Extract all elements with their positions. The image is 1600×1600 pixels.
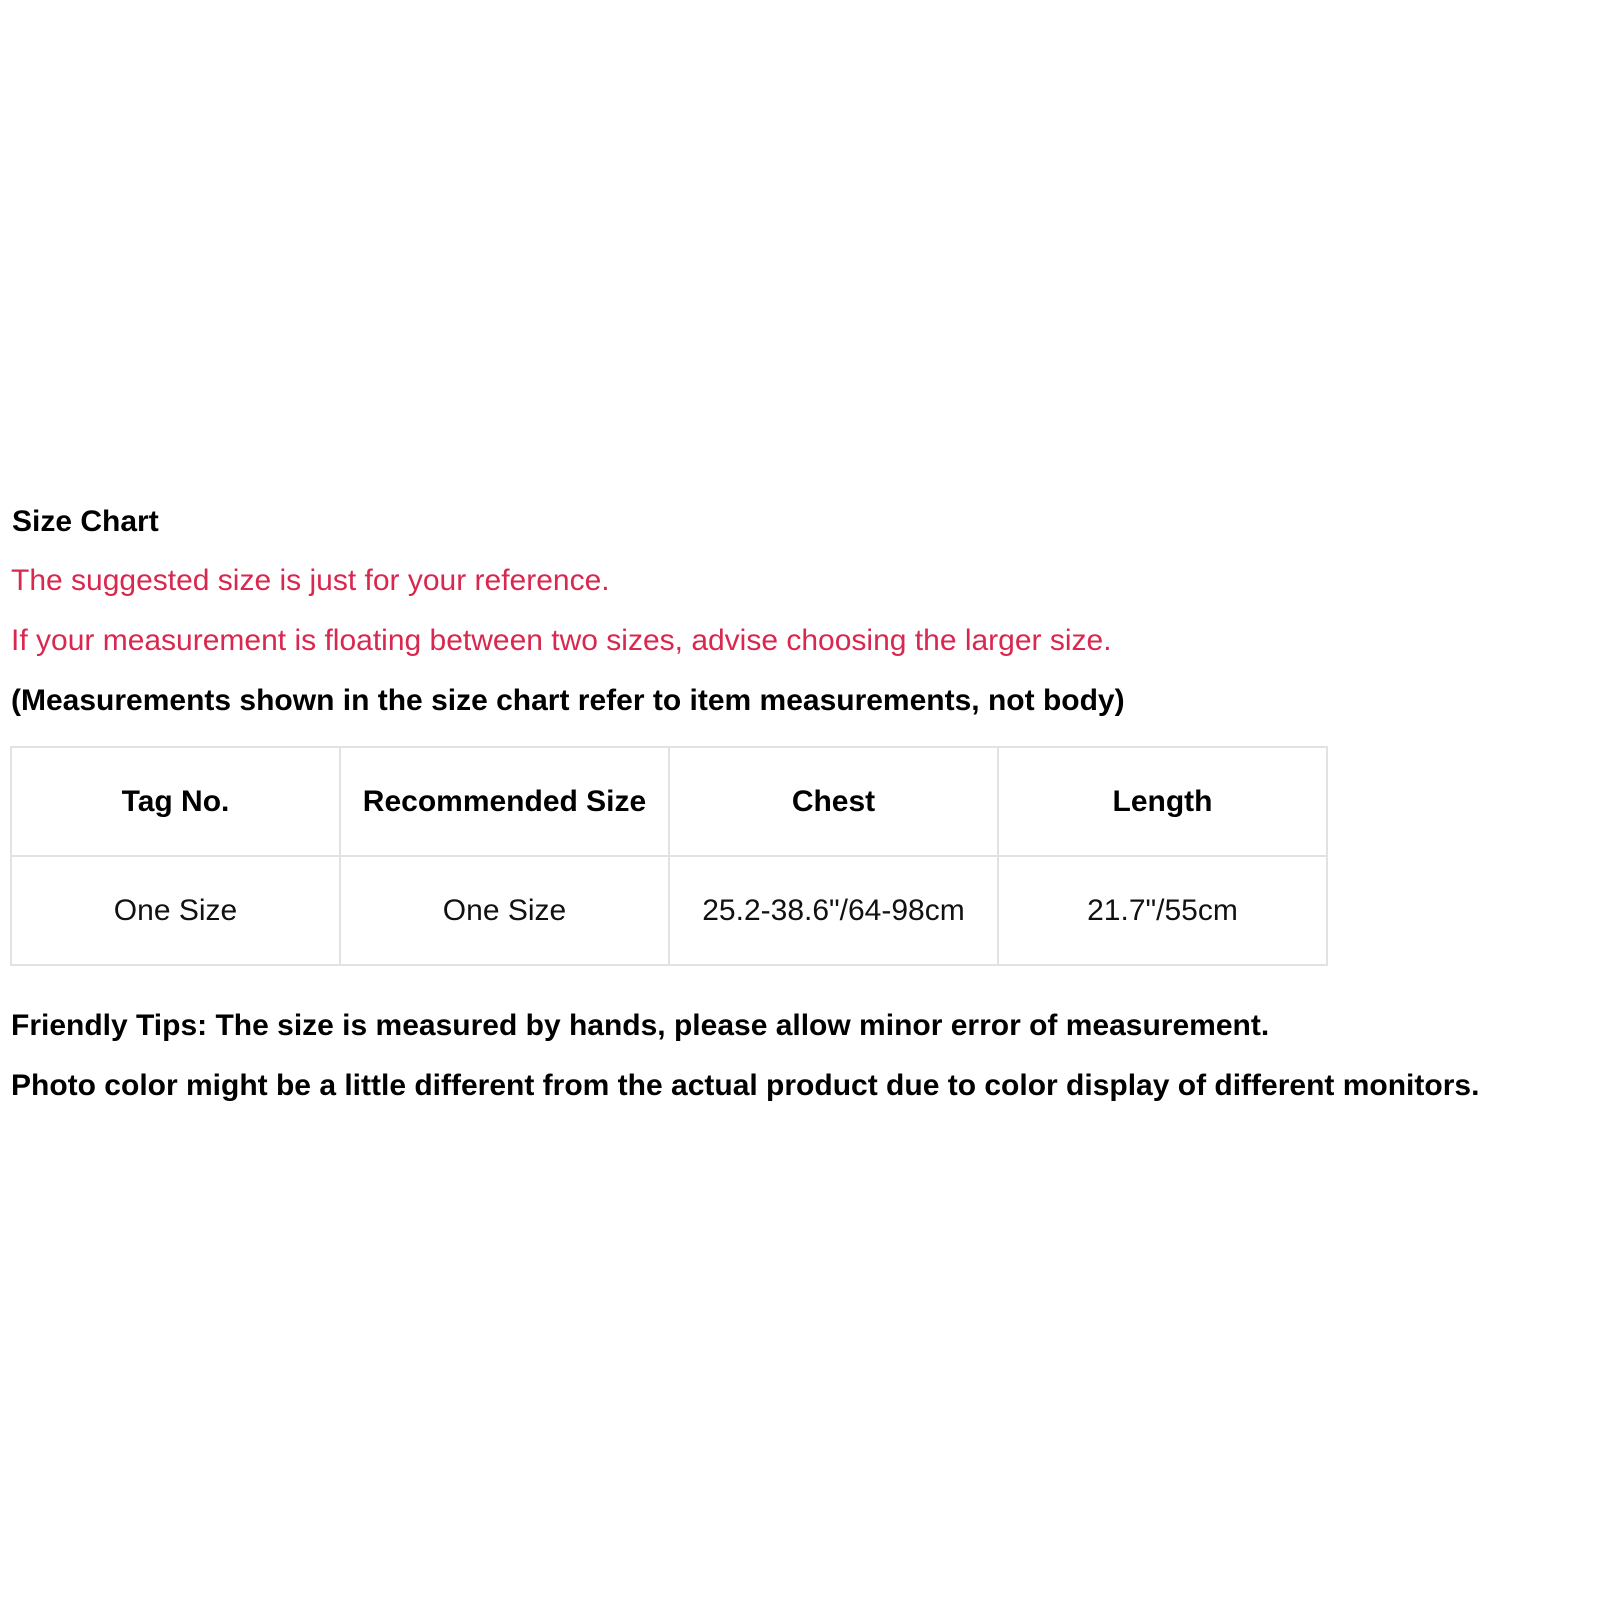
header-length: Length [998, 747, 1327, 856]
larger-size-advice: If your measurement is floating between two sizes, advise choosing the larger size. [11, 624, 1112, 657]
measurement-disclaimer: (Measurements shown in the size chart refer to item measurements, not body) [11, 684, 1125, 717]
size-table [10, 746, 1328, 966]
reference-note: The suggested size is just for your reference. [11, 564, 610, 597]
friendly-tip: Friendly Tips: The size is measured by hands, please allow minor error of measurement. [11, 1009, 1270, 1042]
header-recommended-size: Recommended Size [340, 747, 669, 856]
header-chest: Chest [669, 747, 998, 856]
size-chart-title: Size Chart [12, 505, 159, 538]
header-tag-no: Tag No. [11, 747, 340, 856]
cell-length: 21.7"/55cm [998, 856, 1327, 965]
cell-chest: 25.2-38.6"/64-98cm [669, 856, 998, 965]
cell-tag-no: One Size [11, 856, 340, 965]
color-tip: Photo color might be a little different from the actual product due to color display of different monitors. [11, 1069, 1480, 1102]
table-header-row [11, 747, 1327, 856]
cell-recommended-size: One Size [340, 856, 669, 965]
table-row [11, 856, 1327, 965]
